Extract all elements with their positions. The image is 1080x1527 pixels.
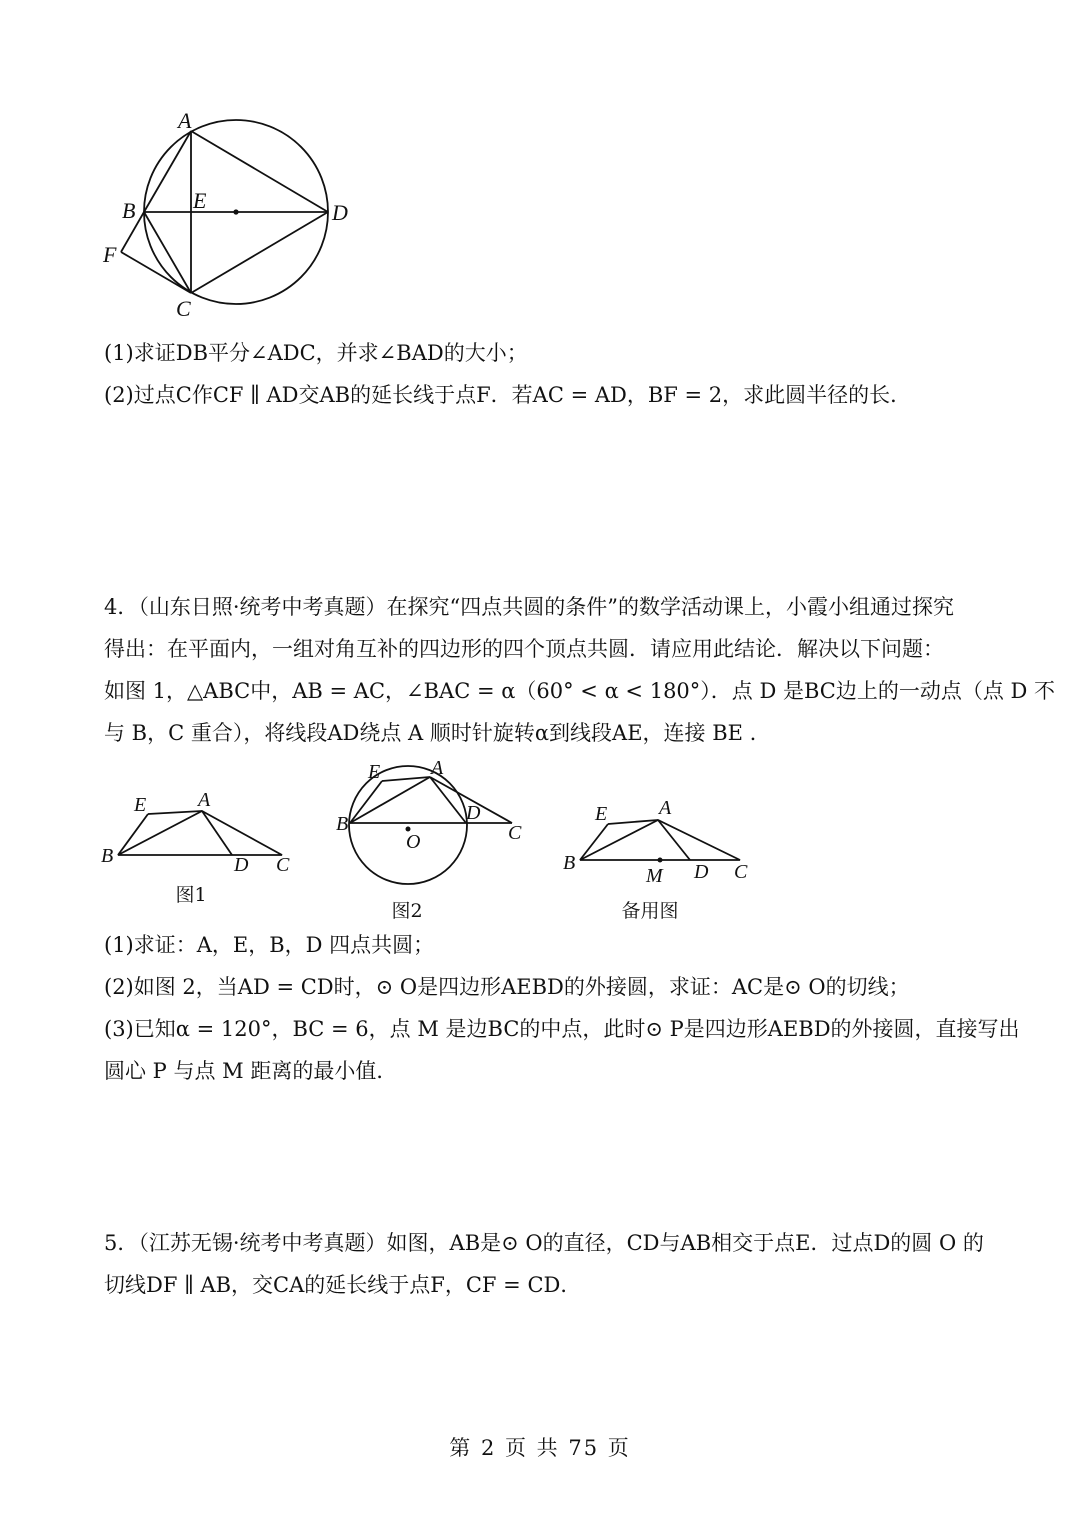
q4-fig2-segment-be	[350, 781, 382, 823]
q4-fig1-label-a: A	[198, 789, 211, 811]
q4-part-2: (2)如图 2，当AD = CD时，⊙ O是四边形AEBD的外接圆，求证：AC是⊙ O的切线；	[104, 975, 910, 999]
q4-fig2-label-c: C	[508, 822, 522, 844]
q4-intro-line-1: 4．（山东日照·统考中考真题）在探究“四点共圆的条件”的数学活动课上，小霞小组通过探究	[104, 595, 955, 619]
q3-segment-ad	[191, 131, 328, 212]
q3-label-d: D	[332, 200, 348, 225]
q4-fig3-label-e: E	[595, 803, 608, 825]
q4-fig1-label-b: B	[101, 845, 114, 867]
q4-fig3-label-m: M	[646, 865, 663, 887]
q4-fig1-label-d: D	[234, 854, 249, 876]
q4-fig3-label-b: B	[563, 852, 576, 874]
q4-intro	[104, 586, 1056, 754]
q3-label-c: C	[176, 296, 191, 321]
q4-fig1-label-e: E	[134, 794, 147, 816]
q4-intro-line-2: 得出：在平面内，一组对角互补的四边形的四个顶点共圆．请应用此结论．解决以下问题：	[104, 637, 944, 661]
q4-fig3-segment-be	[580, 824, 608, 860]
q4-intro-line-3: 如图 1，△ABC中，AB = AC，∠BAC = α（60° < α < 180°）．点 D 是BC边上的一动点（点 D 不	[104, 679, 1056, 703]
q5-line-1: 5．（江苏无锡·统考中考真题）如图，AB是⊙ O的直径，CD与AB相交于点E．过点D的圆 O 的	[104, 1231, 984, 1255]
q4-fig2-circle	[349, 766, 467, 884]
q5-text	[104, 1222, 984, 1306]
q4-fig3-caption: 备用图	[621, 900, 679, 922]
q4-fig3-segment-ad	[658, 820, 690, 860]
q4-fig2	[336, 757, 522, 884]
q4-fig3-label-d: D	[694, 861, 709, 883]
q4-parts	[104, 924, 1020, 1092]
q3-label-a: A	[178, 108, 192, 133]
q3-label-e: E	[193, 188, 207, 213]
q3-segment-cd	[191, 212, 328, 293]
q4-fig1-segment-ad	[202, 811, 232, 855]
q4-fig1-segment-be	[118, 814, 148, 855]
q3-part-2: (2)过点C作CF ∥ AD交AB的延长线于点F．若AC = AD，BF = 2，求此圆半径的长．	[104, 383, 912, 407]
q4-fig1	[101, 789, 290, 876]
q3-center-dot	[233, 209, 238, 214]
q4-fig2-label-b: B	[336, 813, 349, 835]
q4-intro-line-4: 与 B，C 重合），将线段AD绕点 A 顺时针旋转α到线段AE，连接 BE .	[104, 721, 757, 745]
q4-fig2-caption: 图2	[391, 900, 423, 922]
q4-fig2-label-o: O	[406, 831, 421, 853]
q3-segment-ab	[144, 131, 191, 212]
q4-part-3: (3)已知α = 120°，BC = 6，点 M 是边BC的中点，此时⊙ P是四边形AEBD的外接圆，直接写出	[104, 1017, 1020, 1041]
page-footer: 第 2 页 共 75 页	[449, 1436, 631, 1460]
q3-label-f: F	[103, 242, 117, 267]
q4-fig2-label-e: E	[368, 761, 381, 783]
q4-fig3-label-c: C	[734, 861, 748, 883]
q3-figure	[95, 105, 370, 325]
q4-fig1-caption: 图1	[175, 884, 207, 906]
q4-fig3-triangle-abc	[580, 820, 740, 860]
q4-fig2-label-a: A	[431, 757, 444, 779]
q4-fig2-label-d: D	[466, 802, 481, 824]
q4-fig3	[563, 797, 748, 887]
q5-line-2: 切线DF ∥ AB，交CA的延长线于点F，CF = CD．	[104, 1273, 582, 1297]
q3-parts	[104, 332, 984, 416]
q3-label-b: B	[122, 198, 136, 223]
q4-part-1: (1)求证：A，E，B，D 四点共圆；	[104, 933, 435, 957]
q4-fig1-triangle-abc	[118, 811, 282, 855]
q4-fig3-label-a: A	[659, 797, 672, 819]
q3-segment-bc	[144, 212, 191, 293]
q4-fig2-segment-ab	[350, 777, 430, 823]
q4-fig3-midpoint-dot	[658, 858, 663, 863]
q3-part-1: (1)求证DB平分∠ADC，并求∠BAD的大小；	[104, 341, 528, 365]
q4-fig1-label-c: C	[276, 854, 290, 876]
q4-figures	[95, 755, 775, 890]
q4-part-4: 圆心 P 与点 M 距离的最小值．	[104, 1059, 398, 1083]
q4-fig1-segment-ae	[148, 811, 202, 814]
